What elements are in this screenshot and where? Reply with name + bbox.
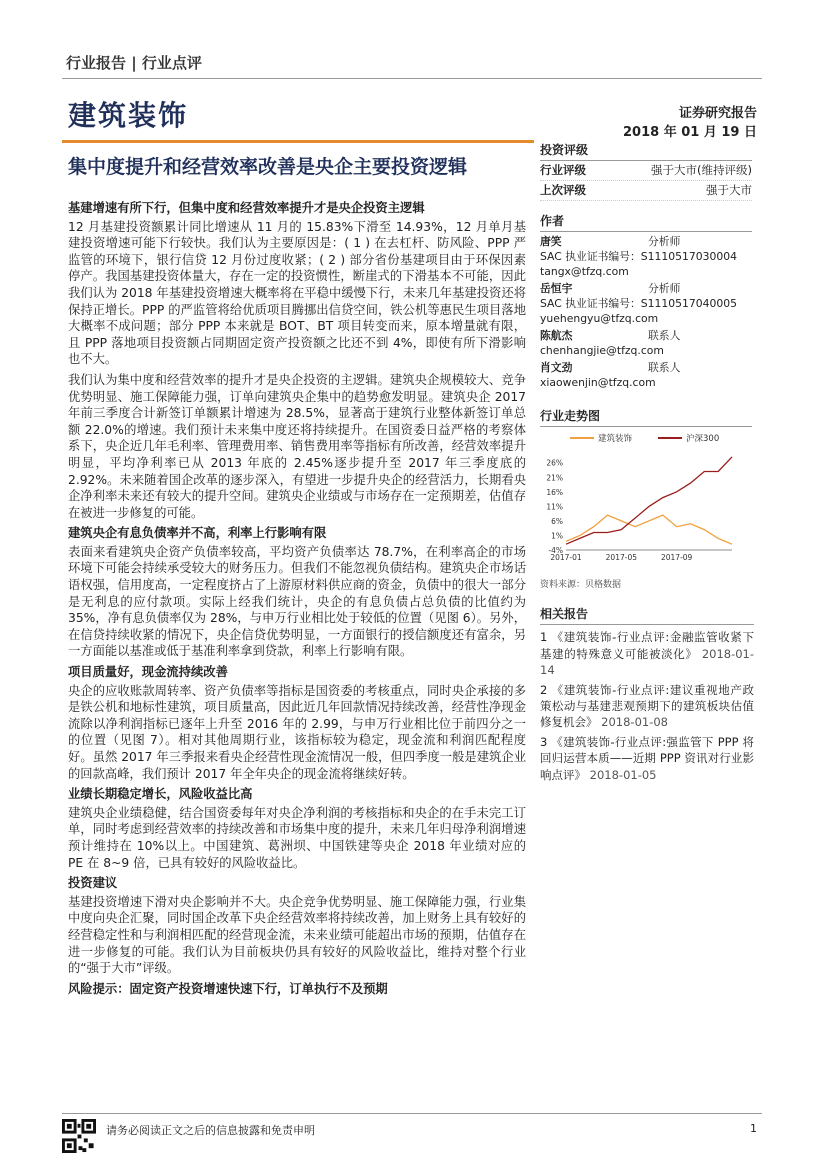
trend-title: 行业走势图 bbox=[540, 407, 752, 427]
rating-value: 强于大市 bbox=[706, 183, 752, 197]
author-entry bbox=[540, 328, 752, 358]
related-text[interactable]: 3 《建筑装饰-行业点评:强监管下 PPP 将回归运营本质——近期 PPP 资讯对行业影响点评》 bbox=[540, 734, 754, 782]
x-tick-label: 2017-01 bbox=[550, 553, 582, 562]
author-email[interactable]: yuehengyu@tfzq.com bbox=[540, 312, 659, 325]
y-tick-label: 16% bbox=[546, 487, 563, 497]
related-reports bbox=[540, 606, 754, 786]
related-item[interactable] bbox=[540, 682, 754, 731]
y-tick-label: 11% bbox=[546, 502, 563, 512]
x-tick-label: 2017-09 bbox=[660, 553, 693, 562]
y-tick-label: -4% bbox=[548, 546, 563, 555]
report-date: 2018 年 01 月 19 日 bbox=[623, 125, 757, 140]
related-date: 2018-01-08 bbox=[601, 715, 668, 730]
rating-title: 投资评级 bbox=[540, 141, 752, 161]
body-paragraph: 央企的应收账款周转率、资产负债率等指标是国资委的考核重点，同时央企承接的多是铁公机和地标性建筑，项目质量高，因此近几年回款情况持续改善，经营性净现金流除以净利润指标已逐年上升至 2016 年的 2.99，与申万行业相比位于前四分之一的位置（见图 7）。相对其他周期行业，该指标较为稳定，现金流和利润匹配程度好。虽然 2017 年三季报来看央企经营性现金流情况一般，但四季度一般是建筑企业的回款高峰，我们预计 2017 年全年央企的现金流将继续好转。 bbox=[68, 683, 526, 781]
author-email[interactable]: xiaowenjin@tfzq.com bbox=[540, 376, 656, 389]
rating-value: 强于大市(维持评级) bbox=[651, 163, 752, 177]
legend-label: 建筑装饰 bbox=[598, 434, 633, 444]
qr-code-icon bbox=[62, 1119, 96, 1153]
related-date: 2018-01-14 bbox=[540, 646, 755, 678]
footer-disclaimer[interactable]: 请务必阅读正文之后的信息披露和免责申明 bbox=[106, 1124, 315, 1137]
body-paragraph: 12 月基建投资额累计同比增速从 11 月的 15.83%下滑至 14.93%，12 月单月基建投资增速可能下行较快。我们认为主要原因是：( 1 ) 在去杠杆、防风险、PPP 严监管的环境下，银行信贷 12 月份过度收紧；( 2 ) 部分省份基建项目由于环保因素停产。我国基建投资体量大，存在一定的投资惯性，断崖式的下滑基本不可能，因此我们认为 2018 年基建投资增速大概率将在平稳中缓慢下行，未来几年基建投资还将保持正增长。PPP 的严监管将给优质项目腾挪出信贷空间，铁公机等惠民生项目落地大概率不成问题；部分 PPP 本来就是 BOT、BT 项目转变而来，原本增量就有限，且 PPP 落地项目投资额占同期固定资产投资额之比还不到 4%，即使有所下滑影响也不大。 bbox=[68, 219, 526, 367]
trend-chart bbox=[540, 428, 752, 578]
report-category: 行业报告 | 行业点评 bbox=[66, 54, 202, 72]
body-paragraph: 建筑央企业绩稳健，结合国资委每年对央企净利润的考核指标和央企的在手未完工订单，同时考虑到经营效率的持续改善和市场集中度的提升，未来几年归母净利润增速预计维持在 10%以上。中国建筑、葛洲坝、中国铁建等央企 2018 年业绩对应的 PE 在 8~9 倍，已具有较好的风险收益比。 bbox=[68, 805, 526, 870]
section-heading: 业绩长期稳定增长，风险收益比高 bbox=[68, 787, 253, 802]
body-paragraph: 我们认为集中度和经营效率的提升才是央企投资的主逻辑。建筑央企规模较大、竞争优势明显、施工保障能力强，订单向建筑央企集中的趋势愈发明显。建筑央企 2017 年前三季度合计新签订单额累计增速为 28.5%，显著高于建筑行业整体新签订单总额 22.0%的增速。我们预计未来集中度还将持续提升。在国资委日益严格的考察体系下，央企近几年毛利率、管理费用率、销售费用率等指标有所改善，经营效率提升明显，平均净利率已从 2013 年底的 2.45%逐步提升至 2017 年三季度底的 2.92%。未来随着国企改革的逐步深入，有望进一步提升央企的经营活力，长期看央企净利率未来还有较大的提升空间。建筑央企业绩或与市场存在一定预期差，估值存在被进一步修复的可能。 bbox=[68, 372, 526, 520]
section-heading: 风险提示：固定资产投资增速快速下行，订单执行不及预期 bbox=[68, 981, 388, 996]
report-type: 证券研究报告 bbox=[678, 106, 757, 121]
y-tick-label: 21% bbox=[546, 473, 563, 483]
report-title: 集中度提升和经营效率改善是央企主要投资逻辑 bbox=[68, 156, 468, 178]
related-item[interactable] bbox=[540, 629, 754, 678]
body-paragraph: 基建投资增速下滑对央企影响并不大。央企竞争优势明显、施工保障能力强，行业集中度向央企汇聚，同时国企改革下央企经营效率将持续改善，加上财务上具有较好的经营稳定性和与利润相匹配的经营现金流，未来业绩可能超出市场的预期，估值存在进一步修复的可能。我们认为目前板块仍具有较好的风险收益比，维持对整个行业的“强于大市”评级。 bbox=[68, 894, 526, 976]
footer-divider bbox=[62, 1113, 762, 1114]
author-name: 肖文劲 bbox=[540, 361, 573, 374]
section-heading: 项目质量好，现金流持续改善 bbox=[68, 665, 228, 680]
series-line bbox=[566, 515, 732, 544]
related-title: 相关报告 bbox=[540, 606, 754, 625]
main-content bbox=[68, 196, 526, 999]
author-role: 联系人 bbox=[648, 329, 681, 342]
author-entry bbox=[540, 281, 752, 326]
related-text[interactable]: 1 《建筑装饰-行业点评:金融监管收紧下基建的特殊意义可能被淡化》 bbox=[540, 630, 754, 661]
related-text[interactable]: 2 《建筑装饰-行业点评:建议重视地产政策松动与基建悲观预期下的建筑板块估值修复机会》 bbox=[540, 682, 754, 730]
author-cert: SAC 执业证书编号：S1110517030004 bbox=[540, 250, 737, 263]
author-name: 唐笑 bbox=[540, 235, 562, 248]
related-item[interactable] bbox=[540, 734, 754, 783]
authors-title: 作者 bbox=[540, 212, 752, 232]
page-number: 1 bbox=[750, 1122, 757, 1135]
y-tick-label: 6% bbox=[551, 516, 563, 526]
section-heading: 基建增速有所下行，但集中度和经营效率提升才是央企投资主逻辑 bbox=[68, 201, 425, 215]
trend-panel bbox=[540, 407, 752, 427]
section-heading: 建筑央企有息负债率并不高，利率上行影响有限 bbox=[68, 526, 327, 541]
header-divider bbox=[62, 78, 762, 79]
author-entry bbox=[540, 234, 752, 279]
author-cert: SAC 执业证书编号：S1110517040005 bbox=[540, 297, 737, 310]
rating-row bbox=[540, 161, 752, 181]
x-tick-label: 2017-05 bbox=[605, 553, 638, 562]
author-role: 分析师 bbox=[648, 282, 681, 295]
rating-row bbox=[540, 181, 752, 201]
author-entry bbox=[540, 360, 752, 390]
section-heading: 投资建议 bbox=[68, 876, 118, 891]
author-name: 陈航杰 bbox=[540, 329, 573, 342]
author-email[interactable]: tangx@tfzq.com bbox=[540, 265, 629, 278]
related-date: 2018-01-05 bbox=[589, 767, 657, 782]
legend-label: 沪深300 bbox=[686, 434, 720, 444]
authors-panel bbox=[540, 212, 752, 390]
rating-key: 行业评级 bbox=[540, 163, 586, 177]
chart-source: 资料来源：贝格数据 bbox=[540, 580, 622, 590]
sector-title: 建筑装饰 bbox=[68, 99, 189, 132]
rating-panel bbox=[540, 141, 752, 201]
author-role: 分析师 bbox=[648, 235, 681, 248]
body-paragraph: 表面来看建筑央企资产负债率较高，平均资产负债率达 78.7%，在利率高企的市场环境下可能会持续承受较大的财务压力。但我们不能忽视负债结构。建筑央企市场话语权强，信用度高，一定程度挤占了上游原材料供应商的资金，负债中的很大一部分是无利息的应付款项。实际上经我们统计，央企的有息负债占总负债的比值约为 35%，净有息负债率仅为 28%，与申万行业相比处于较低的位置（见图 6）。另外，在信贷持续收紧的情况下，央企信贷优势明显，一方面银行的授信额度还有富余，另一方面能以基准或低于基准利率拿到贷款，利率上行影响有限。 bbox=[68, 544, 527, 659]
y-tick-label: 26% bbox=[546, 458, 563, 468]
author-email[interactable]: chenhangjie@tfzq.com bbox=[540, 344, 664, 357]
author-name: 岳恒宇 bbox=[540, 282, 573, 295]
author-role: 联系人 bbox=[648, 361, 681, 374]
y-tick-label: 1% bbox=[551, 531, 563, 541]
title-bar bbox=[62, 140, 534, 143]
rating-key: 上次评级 bbox=[540, 183, 586, 197]
